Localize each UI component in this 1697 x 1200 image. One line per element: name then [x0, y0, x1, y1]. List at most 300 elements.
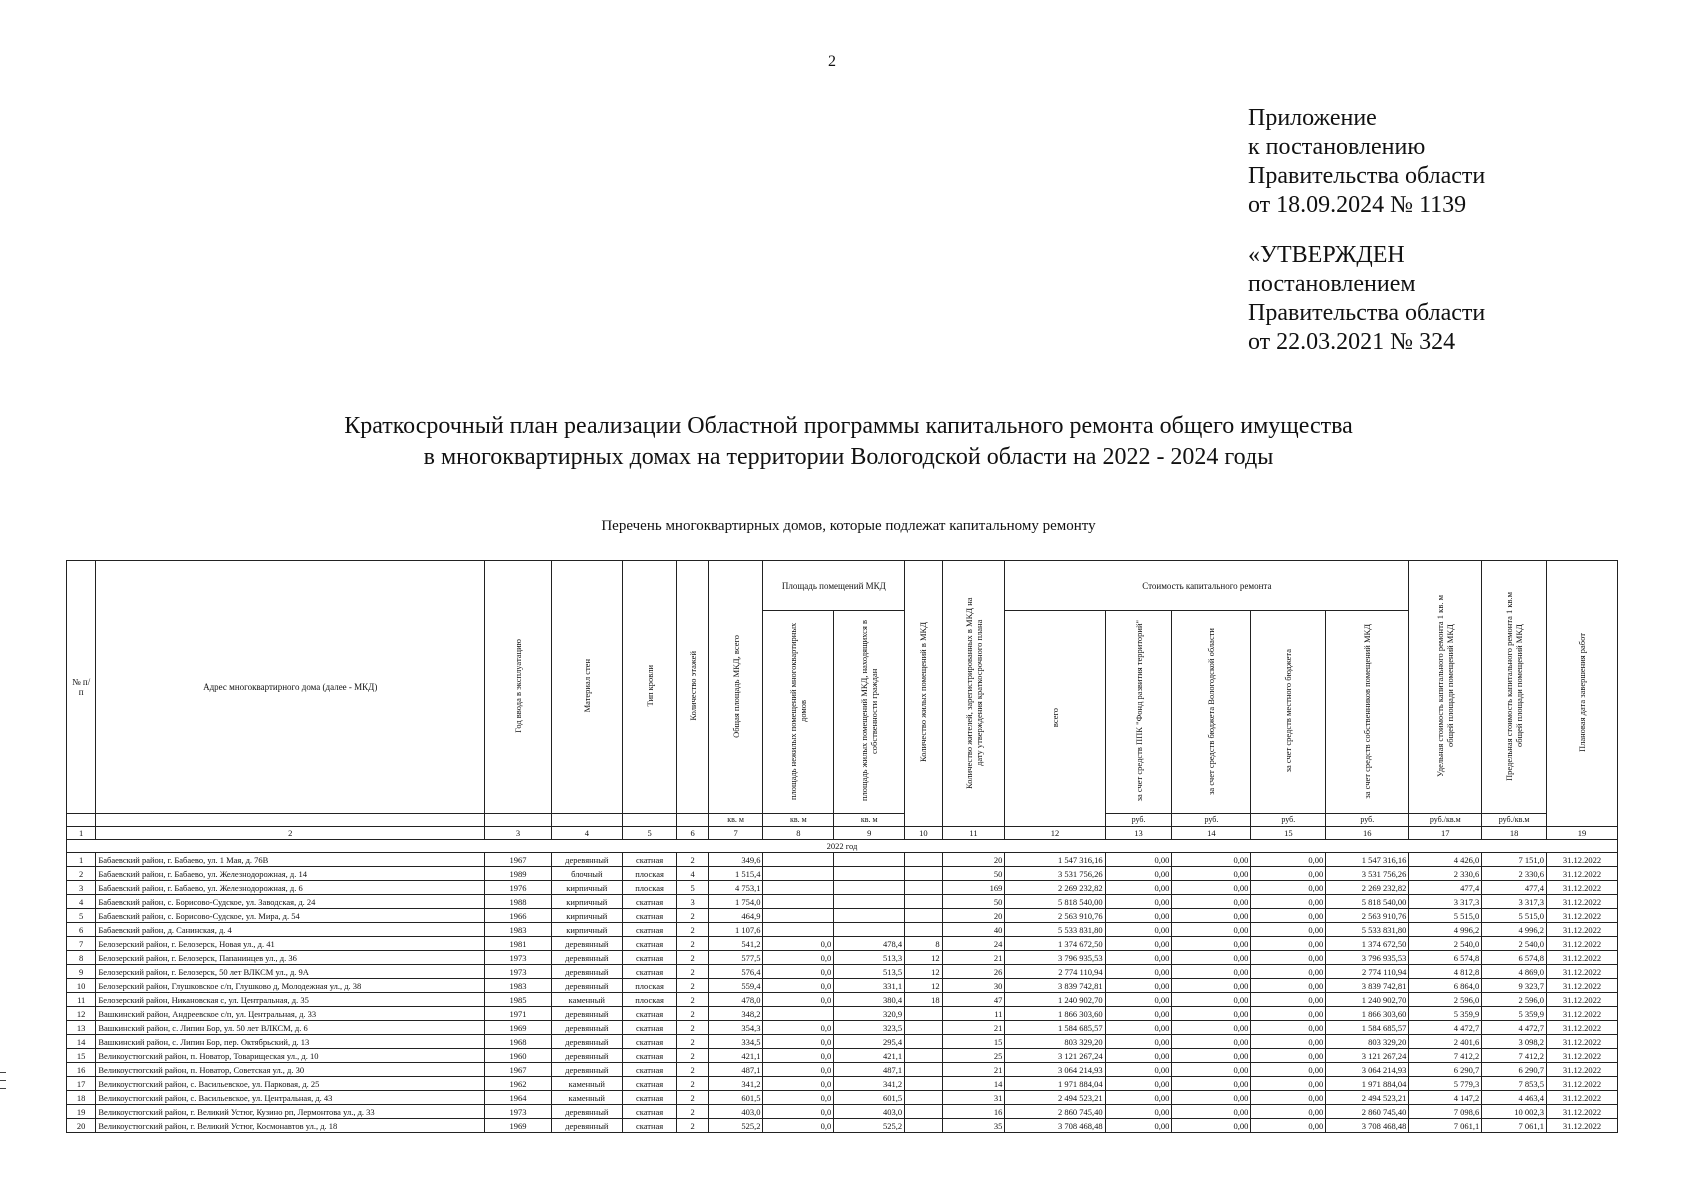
row-cost-fund: 0,00: [1105, 1035, 1172, 1049]
row-roof: плоская: [622, 881, 677, 895]
row-cost-region: 0,00: [1172, 1119, 1251, 1133]
row-deadline: 31.12.2022: [1546, 881, 1617, 895]
row-flats: [905, 1049, 942, 1063]
row-cost-local: 0,00: [1251, 979, 1326, 993]
appendix-line: Правительства области: [1248, 163, 1486, 189]
row-res-area: [834, 895, 905, 909]
row-residents: 40: [942, 923, 1005, 937]
row-year: 1983: [485, 979, 552, 993]
row-unit-cost: 7 098,6: [1409, 1105, 1482, 1119]
row-flats: 8: [905, 937, 942, 951]
row-nonres-area: [763, 923, 834, 937]
row-residents: 47: [942, 993, 1005, 1007]
title-line: в многоквартирных домах на территории Вологодской области на 2022 - 2024 годы: [423, 444, 1274, 470]
row-res-area: [834, 909, 905, 923]
row-cost-owners: 2 563 910,76: [1326, 909, 1409, 923]
column-number: 19: [1546, 827, 1617, 840]
row-num: 20: [67, 1119, 96, 1133]
table-row: [67, 1063, 1618, 1077]
row-unit-cost: 5 515,0: [1409, 909, 1482, 923]
row-total-area: 348,2: [708, 1007, 763, 1021]
row-year: 1983: [485, 923, 552, 937]
row-wall: кирпичный: [551, 881, 622, 895]
row-cost-fund: 0,00: [1105, 951, 1172, 965]
row-flats: 12: [905, 965, 942, 979]
header-year: Год ввода в эксплуатацию: [485, 561, 552, 814]
row-year: 1964: [485, 1091, 552, 1105]
unit-res-area: кв. м: [834, 814, 905, 827]
row-residents: 21: [942, 1021, 1005, 1035]
row-roof: скатная: [622, 1105, 677, 1119]
row-residents: 20: [942, 909, 1005, 923]
row-floors: 2: [677, 1007, 708, 1021]
row-cost-owners: 2 494 523,21: [1326, 1091, 1409, 1105]
row-total-area: 334,5: [708, 1035, 763, 1049]
row-cost-local: 0,00: [1251, 923, 1326, 937]
row-wall: кирпичный: [551, 923, 622, 937]
row-deadline: 31.12.2022: [1546, 965, 1617, 979]
row-address: Белозерский район, г. Белозерск, Новая ул., д. 41: [96, 937, 485, 951]
document-title: [0, 411, 1697, 473]
column-number: 8: [763, 827, 834, 840]
year-section: 2022 год: [67, 840, 1618, 853]
row-cost-fund: 0,00: [1105, 993, 1172, 1007]
column-number: 12: [1005, 827, 1105, 840]
header-nonres-area: площадь нежилых помещений многоквартирных домов: [763, 611, 834, 814]
row-num: 12: [67, 1007, 96, 1021]
row-cost-total: 803 329,20: [1005, 1035, 1105, 1049]
row-cost-local: 0,00: [1251, 895, 1326, 909]
row-cost-owners: 1 584 685,57: [1326, 1021, 1409, 1035]
row-num: 14: [67, 1035, 96, 1049]
row-deadline: 31.12.2022: [1546, 1077, 1617, 1091]
table-row: [67, 909, 1618, 923]
row-year: 1976: [485, 881, 552, 895]
row-residents: 11: [942, 1007, 1005, 1021]
row-nonres-area: 0,0: [763, 1063, 834, 1077]
row-cost-total: 2 563 910,76: [1005, 909, 1105, 923]
row-cost-local: 0,00: [1251, 1049, 1326, 1063]
row-cost-region: 0,00: [1172, 1063, 1251, 1077]
row-roof: скатная: [622, 951, 677, 965]
row-total-area: 421,1: [708, 1049, 763, 1063]
row-residents: 16: [942, 1105, 1005, 1119]
row-num: 9: [67, 965, 96, 979]
row-cost-owners: 1 866 303,60: [1326, 1007, 1409, 1021]
row-unit-cost: 5 779,3: [1409, 1077, 1482, 1091]
row-res-area: 513,3: [834, 951, 905, 965]
row-wall: деревянный: [551, 1007, 622, 1021]
row-roof: скатная: [622, 1063, 677, 1077]
row-unit-cost: 4 812,8: [1409, 965, 1482, 979]
row-max-cost: 6 574,8: [1482, 951, 1547, 965]
page-number: 2: [828, 53, 836, 70]
row-floors: 2: [677, 1035, 708, 1049]
row-cost-region: 0,00: [1172, 909, 1251, 923]
row-address: Белозерский район, г. Белозерск, 50 лет ВЛКСМ ул., д. 9А: [96, 965, 485, 979]
row-deadline: 31.12.2022: [1546, 993, 1617, 1007]
row-max-cost: 4 996,2: [1482, 923, 1547, 937]
row-res-area: 323,5: [834, 1021, 905, 1035]
row-cost-region: 0,00: [1172, 1007, 1251, 1021]
row-cost-owners: 1 547 316,16: [1326, 853, 1409, 867]
row-total-area: 403,0: [708, 1105, 763, 1119]
row-total-area: 559,4: [708, 979, 763, 993]
row-res-area: 525,2: [834, 1119, 905, 1133]
row-roof: скатная: [622, 1119, 677, 1133]
row-total-area: 601,5: [708, 1091, 763, 1105]
row-cost-local: 0,00: [1251, 1119, 1326, 1133]
row-address: Вашкинский район, Андреевское с/п, ул. Центральная, д. 33: [96, 1007, 485, 1021]
row-cost-total: 2 269 232,82: [1005, 881, 1105, 895]
approved-block: [1248, 241, 1485, 357]
row-unit-cost: 2 401,6: [1409, 1035, 1482, 1049]
row-deadline: 31.12.2022: [1546, 1105, 1617, 1119]
row-unit-cost: 7 061,1: [1409, 1119, 1482, 1133]
table-row: [67, 1119, 1618, 1133]
row-max-cost: 477,4: [1482, 881, 1547, 895]
row-deadline: 31.12.2022: [1546, 1063, 1617, 1077]
row-residents: 26: [942, 965, 1005, 979]
row-res-area: 380,4: [834, 993, 905, 1007]
row-floors: 2: [677, 1049, 708, 1063]
row-year: 1973: [485, 951, 552, 965]
row-max-cost: 4 472,7: [1482, 1021, 1547, 1035]
row-unit-cost: 6 290,7: [1409, 1063, 1482, 1077]
row-max-cost: 9 323,7: [1482, 979, 1547, 993]
row-max-cost: 5 359,9: [1482, 1007, 1547, 1021]
row-cost-owners: 5 533 831,80: [1326, 923, 1409, 937]
row-deadline: 31.12.2022: [1546, 895, 1617, 909]
table-row: [67, 1077, 1618, 1091]
row-nonres-area: [763, 853, 834, 867]
row-res-area: [834, 867, 905, 881]
row-residents: 24: [942, 937, 1005, 951]
row-total-area: 464,9: [708, 909, 763, 923]
row-unit-cost: 5 359,9: [1409, 1007, 1482, 1021]
row-num: 8: [67, 951, 96, 965]
row-wall: деревянный: [551, 979, 622, 993]
row-year: 1988: [485, 895, 552, 909]
row-address: Белозерский район, Никановская с, ул. Центральная, д. 35: [96, 993, 485, 1007]
row-max-cost: 6 290,7: [1482, 1063, 1547, 1077]
row-cost-fund: 0,00: [1105, 867, 1172, 881]
column-number: 7: [708, 827, 763, 840]
row-max-cost: 5 515,0: [1482, 909, 1547, 923]
row-flats: [905, 909, 942, 923]
row-roof: скатная: [622, 909, 677, 923]
row-max-cost: 2 330,6: [1482, 867, 1547, 881]
row-flats: [905, 1035, 942, 1049]
row-res-area: 341,2: [834, 1077, 905, 1091]
row-flats: [905, 853, 942, 867]
row-year: 1973: [485, 965, 552, 979]
row-flats: [905, 867, 942, 881]
row-cost-local: 0,00: [1251, 1035, 1326, 1049]
row-cost-fund: 0,00: [1105, 1049, 1172, 1063]
row-deadline: 31.12.2022: [1546, 1091, 1617, 1105]
row-flats: [905, 1007, 942, 1021]
row-cost-fund: 0,00: [1105, 1021, 1172, 1035]
row-cost-local: 0,00: [1251, 881, 1326, 895]
row-address: Бабаевский район, д. Санинская, д. 4: [96, 923, 485, 937]
column-number: 18: [1482, 827, 1547, 840]
row-total-area: 1 107,6: [708, 923, 763, 937]
row-unit-cost: 2 540,0: [1409, 937, 1482, 951]
row-deadline: 31.12.2022: [1546, 1035, 1617, 1049]
row-cost-local: 0,00: [1251, 1091, 1326, 1105]
column-number: 4: [551, 827, 622, 840]
row-num: 16: [67, 1063, 96, 1077]
title-line: Краткосрочный план реализации Областной программы капитального ремонта общего имущества: [344, 413, 1353, 439]
row-floors: 2: [677, 979, 708, 993]
row-max-cost: 7 061,1: [1482, 1119, 1547, 1133]
row-year: 1966: [485, 909, 552, 923]
row-num: 13: [67, 1021, 96, 1035]
row-cost-total: 3 121 267,24: [1005, 1049, 1105, 1063]
row-cost-owners: 3 796 935,53: [1326, 951, 1409, 965]
row-max-cost: 3 098,2: [1482, 1035, 1547, 1049]
table-row: [67, 923, 1618, 937]
row-floors: 2: [677, 1063, 708, 1077]
row-num: 1: [67, 853, 96, 867]
row-floors: 5: [677, 881, 708, 895]
row-max-cost: 7 853,5: [1482, 1077, 1547, 1091]
unit-cost-local: руб.: [1251, 814, 1326, 827]
unit-year: [485, 814, 552, 827]
row-cost-region: 0,00: [1172, 881, 1251, 895]
row-cost-total: 1 971 884,04: [1005, 1077, 1105, 1091]
row-nonres-area: 0,0: [763, 1021, 834, 1035]
row-address: Великоустюгский район, с. Васильевское, ул. Парковая, д. 25: [96, 1077, 485, 1091]
header-floors: Количество этажей: [677, 561, 708, 814]
unit-max-cost: руб./кв.м: [1482, 814, 1547, 827]
row-flats: [905, 1021, 942, 1035]
row-nonres-area: 0,0: [763, 951, 834, 965]
row-cost-region: 0,00: [1172, 1035, 1251, 1049]
row-cost-total: 3 531 756,26: [1005, 867, 1105, 881]
row-res-area: [834, 881, 905, 895]
row-deadline: 31.12.2022: [1546, 867, 1617, 881]
row-cost-fund: 0,00: [1105, 1105, 1172, 1119]
column-number: 17: [1409, 827, 1482, 840]
row-unit-cost: 7 412,2: [1409, 1049, 1482, 1063]
table-row: [67, 853, 1618, 867]
table-subtitle: Перечень многоквартирных домов, которые подлежат капитальному ремонту: [601, 518, 1096, 534]
row-cost-total: 1 584 685,57: [1005, 1021, 1105, 1035]
row-year: 1968: [485, 1035, 552, 1049]
row-roof: скатная: [622, 1021, 677, 1035]
row-total-area: 4 753,1: [708, 881, 763, 895]
row-nonres-area: [763, 909, 834, 923]
scan-margin-mark: [0, 1072, 6, 1073]
header-flats: Количество жилых помещений в МКД: [905, 561, 942, 827]
row-max-cost: 10 002,3: [1482, 1105, 1547, 1119]
column-number: 2: [96, 827, 485, 840]
row-year: 1962: [485, 1077, 552, 1091]
header-premises-area: Площадь помещений МКД: [763, 561, 905, 611]
appendix-line: Приложение: [1248, 105, 1377, 131]
row-floors: 2: [677, 853, 708, 867]
row-total-area: 576,4: [708, 965, 763, 979]
row-flats: [905, 881, 942, 895]
row-residents: 21: [942, 951, 1005, 965]
row-unit-cost: 6 574,8: [1409, 951, 1482, 965]
row-residents: 31: [942, 1091, 1005, 1105]
row-cost-local: 0,00: [1251, 867, 1326, 881]
header-cost-total: всего: [1005, 611, 1105, 827]
header-cost-group: Стоимость капитального ремонта: [1005, 561, 1409, 611]
row-unit-cost: 477,4: [1409, 881, 1482, 895]
row-cost-owners: 2 269 232,82: [1326, 881, 1409, 895]
row-roof: скатная: [622, 937, 677, 951]
row-cost-region: 0,00: [1172, 951, 1251, 965]
row-year: 1969: [485, 1021, 552, 1035]
row-num: 4: [67, 895, 96, 909]
row-wall: каменный: [551, 1077, 622, 1091]
row-cost-fund: 0,00: [1105, 881, 1172, 895]
column-number: 16: [1326, 827, 1409, 840]
column-number: 5: [622, 827, 677, 840]
row-cost-region: 0,00: [1172, 993, 1251, 1007]
row-address: Бабаевский район, г. Бабаево, ул. Железнодорожная, д. 14: [96, 867, 485, 881]
table-row: [67, 867, 1618, 881]
table-row: [67, 979, 1618, 993]
row-max-cost: 2 596,0: [1482, 993, 1547, 1007]
row-deadline: 31.12.2022: [1546, 909, 1617, 923]
row-cost-local: 0,00: [1251, 1105, 1326, 1119]
row-wall: деревянный: [551, 937, 622, 951]
row-nonres-area: 0,0: [763, 979, 834, 993]
row-nonres-area: [763, 1007, 834, 1021]
unit-cost-region: руб.: [1172, 814, 1251, 827]
row-num: 7: [67, 937, 96, 951]
table-row: [67, 1049, 1618, 1063]
row-cost-region: 0,00: [1172, 853, 1251, 867]
row-cost-total: 1 374 672,50: [1005, 937, 1105, 951]
row-wall: деревянный: [551, 1063, 622, 1077]
appendix-line: к постановлению: [1248, 134, 1426, 160]
row-cost-total: 3 839 742,81: [1005, 979, 1105, 993]
row-cost-local: 0,00: [1251, 1007, 1326, 1021]
row-cost-owners: 2 774 110,94: [1326, 965, 1409, 979]
row-wall: кирпичный: [551, 895, 622, 909]
row-max-cost: 3 317,3: [1482, 895, 1547, 909]
row-cost-owners: 3 708 468,48: [1326, 1119, 1409, 1133]
row-cost-fund: 0,00: [1105, 1007, 1172, 1021]
row-wall: деревянный: [551, 1035, 622, 1049]
row-max-cost: 2 540,0: [1482, 937, 1547, 951]
row-cost-region: 0,00: [1172, 965, 1251, 979]
row-address: Бабаевский район, с. Борисово-Судское, ул. Мира, д. 54: [96, 909, 485, 923]
row-num: 11: [67, 993, 96, 1007]
row-roof: плоская: [622, 979, 677, 993]
row-year: 1969: [485, 1119, 552, 1133]
row-unit-cost: 2 596,0: [1409, 993, 1482, 1007]
row-num: 5: [67, 909, 96, 923]
column-number: 9: [834, 827, 905, 840]
row-flats: 12: [905, 979, 942, 993]
row-wall: блочный: [551, 867, 622, 881]
row-deadline: 31.12.2022: [1546, 923, 1617, 937]
row-cost-region: 0,00: [1172, 923, 1251, 937]
row-wall: каменный: [551, 993, 622, 1007]
row-nonres-area: 0,0: [763, 993, 834, 1007]
row-cost-total: 3 796 935,53: [1005, 951, 1105, 965]
row-res-area: 403,0: [834, 1105, 905, 1119]
row-roof: скатная: [622, 1077, 677, 1091]
unit-wall: [551, 814, 622, 827]
row-total-area: 478,0: [708, 993, 763, 1007]
row-residents: 169: [942, 881, 1005, 895]
row-wall: деревянный: [551, 1049, 622, 1063]
row-floors: 2: [677, 1077, 708, 1091]
row-unit-cost: 4 147,2: [1409, 1091, 1482, 1105]
row-roof: скатная: [622, 895, 677, 909]
row-total-area: 525,2: [708, 1119, 763, 1133]
header-res-area: площадь жилых помещений МКД, находящихся в собственности граждан: [834, 611, 905, 814]
row-roof: плоская: [622, 867, 677, 881]
row-cost-total: 2 860 745,40: [1005, 1105, 1105, 1119]
row-cost-total: 3 064 214,93: [1005, 1063, 1105, 1077]
column-number: 14: [1172, 827, 1251, 840]
row-cost-total: 2 774 110,94: [1005, 965, 1105, 979]
row-floors: 2: [677, 909, 708, 923]
row-res-area: 331,1: [834, 979, 905, 993]
column-number: 6: [677, 827, 708, 840]
row-nonres-area: 0,0: [763, 937, 834, 951]
table-header: [67, 561, 1618, 840]
row-residents: 15: [942, 1035, 1005, 1049]
row-cost-fund: 0,00: [1105, 965, 1172, 979]
unit-unit-cost: руб./кв.м: [1409, 814, 1482, 827]
row-residents: 50: [942, 895, 1005, 909]
row-max-cost: 4 869,0: [1482, 965, 1547, 979]
row-cost-region: 0,00: [1172, 1105, 1251, 1119]
row-cost-region: 0,00: [1172, 937, 1251, 951]
row-floors: 2: [677, 937, 708, 951]
unit-cost-owners: руб.: [1326, 814, 1409, 827]
header-unit-cost: Удельная стоимость капитального ремонта 1 кв. м общей площади помещений МКД: [1409, 561, 1482, 814]
unit-floors: [677, 814, 708, 827]
row-cost-total: 3 708 468,48: [1005, 1119, 1105, 1133]
row-cost-local: 0,00: [1251, 937, 1326, 951]
header-cost-local: за счет средств местного бюджета: [1251, 611, 1326, 814]
row-address: Бабаевский район, г. Бабаево, ул. 1 Мая, д. 76В: [96, 853, 485, 867]
row-cost-region: 0,00: [1172, 1021, 1251, 1035]
row-num: 18: [67, 1091, 96, 1105]
row-address: Белозерский район, г. Белозерск, Папанинцев ул., д. 36: [96, 951, 485, 965]
row-roof: скатная: [622, 853, 677, 867]
row-unit-cost: 3 317,3: [1409, 895, 1482, 909]
row-cost-fund: 0,00: [1105, 1119, 1172, 1133]
header-total-area: Общая площадь МКД, всего: [708, 561, 763, 814]
row-num: 6: [67, 923, 96, 937]
row-cost-region: 0,00: [1172, 867, 1251, 881]
unit-cost-fund: руб.: [1105, 814, 1172, 827]
row-cost-region: 0,00: [1172, 979, 1251, 993]
row-nonres-area: 0,0: [763, 1049, 834, 1063]
approved-line: Правительства области: [1248, 300, 1486, 326]
approved-line: «УТВЕРЖДЕН: [1248, 242, 1405, 268]
row-year: 1985: [485, 993, 552, 1007]
row-nonres-area: [763, 867, 834, 881]
row-nonres-area: [763, 881, 834, 895]
row-residents: 20: [942, 853, 1005, 867]
row-cost-fund: 0,00: [1105, 1063, 1172, 1077]
row-cost-region: 0,00: [1172, 1077, 1251, 1091]
row-res-area: 295,4: [834, 1035, 905, 1049]
